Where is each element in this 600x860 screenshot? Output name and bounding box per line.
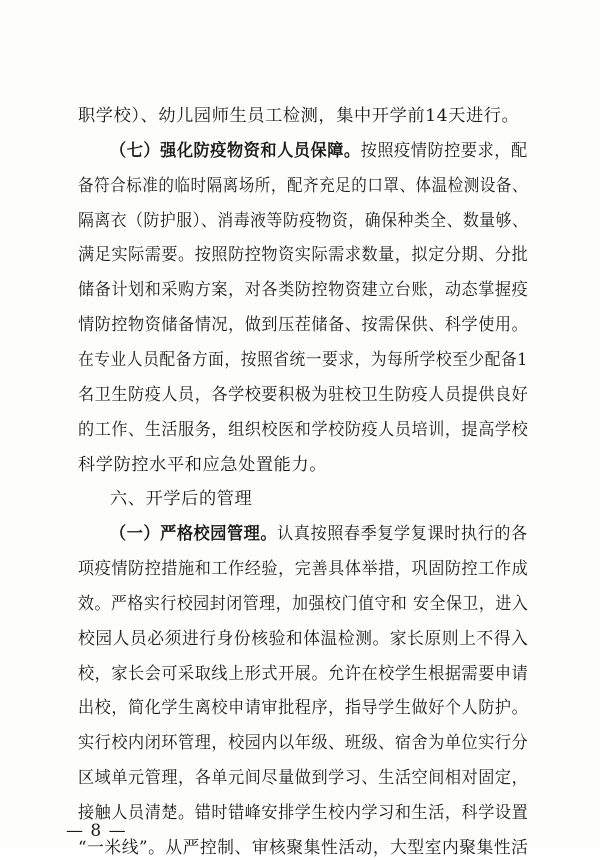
text-line [78,592,529,616]
body-text: 职学校）、幼儿园师生员工检测，集中开学前14天进行。 [78,106,520,126]
body-text: 隔离衣（防护服）、消毒液等防疫物资，确保种类全、数量够、 [78,210,529,231]
body-text: 区域单元管理，各单元间尽量做到学习、生活空间相对固定， [78,768,529,789]
text-line [78,627,529,651]
text-line [78,696,529,720]
text-line [78,278,529,302]
text-line [78,731,529,755]
body-text: 出校，简化学生离校申请审批程序，指导学生做好个人防护。 [78,698,529,719]
body-text: 满足实际需要。按照防控物资实际需求数量，拟定分期、分批 [78,245,529,266]
text-line [78,209,529,233]
text-line [110,522,528,546]
text-line [78,313,529,337]
text-line [78,662,529,686]
body-text: 六、开学后的管理 [110,489,253,510]
text-line [78,243,529,267]
body-text: 按照疫情防控要求，配 [360,140,528,161]
section-heading-text: （一）严格校园管理。 [110,524,278,545]
body-text: “一米线”。从严控制、审核聚集性活动，大型室内聚集性活 [78,837,529,858]
body-text: 实行校内闭环管理，校园内以年级、班级、宿舍为单位实行分 [78,733,529,754]
text-line [78,557,529,581]
body-text: 认真按照春季复学复课时执行的各 [277,524,528,545]
page-number: — 8 — [66,821,127,841]
body-text: 在专业人员配备方面，按照省统一要求，为每所学校至少配备1 [78,349,528,370]
body-text: 科学防控水平和应急处置能力。 [78,454,328,475]
body-text: 校，家长会可采取线上形式开展。允许在校学生根据需要申请 [78,663,529,684]
text-line [78,801,529,825]
text-line [78,383,529,407]
text-line [78,766,529,790]
body-text: 储备计划和采购方案，对各类防控物资建立台账，动态掌握疫 [78,280,529,301]
body-text: 项疫情防控措施和工作经验，完善具体举措，巩固防控工作成 [78,559,529,580]
text-line [78,348,528,372]
body-text: 校园人员必须进行身份核验和体温检测。家长原则上不得入 [78,628,529,649]
section-heading-text: （七）强化防疫物资和人员保障。 [110,140,361,161]
body-text: 情防控物资储备情况，做到压茬储备、按需保供、科学使用。 [78,315,529,336]
body-text: 名卫生防疫人员，各学校要积极为驻校卫生防疫人员提供良好 [78,384,529,405]
text-line [78,174,529,198]
text-line [78,104,528,128]
text-line [110,139,528,163]
body-text: 备符合标准的临时隔离场所，配齐充足的口罩、体温检测设备、 [78,175,529,196]
text-line [78,453,528,477]
body-text: 的工作、生活服务，组织校医和学校防疫人员培训，提高学校 [78,419,529,440]
text-line [78,418,529,442]
body-text: 效。严格实行校园封闭管理，加强校门值守和 安全保卫，进入 [78,593,529,614]
body-text: 接触人员清楚。错时错峰安排学生校内学习和生活，科学设置 [78,803,529,823]
text-line [110,487,528,511]
